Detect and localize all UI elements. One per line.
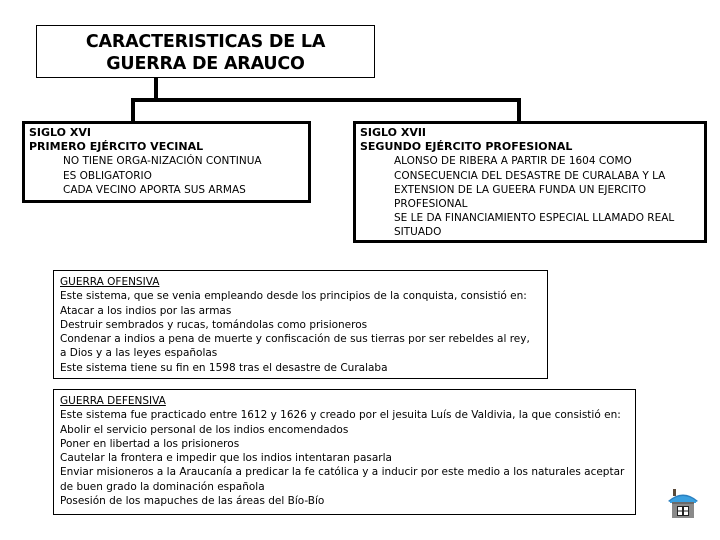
title-line-1: CARACTERISTICAS DE LA — [85, 32, 326, 52]
text-line: Enviar misioneros a la Araucanía a predicar la fe católica y a inducir por este medio a los naturales aceptar — [60, 466, 625, 479]
siglo-xvii-box — [353, 121, 707, 243]
list-item: ES OBLIGATORIO — [63, 169, 152, 182]
guerra-ofensiva-box — [53, 270, 548, 379]
text-line: Condenar a indios a pena de muerte y confiscación de sus tierras por ser rebeldes al rey, — [60, 333, 530, 346]
connector-horizontal — [131, 98, 521, 102]
text-line: Abolir el servicio personal de los indios encomendados — [60, 423, 349, 436]
text-line: a Dios y a las leyes españolas — [60, 347, 218, 360]
siglo-xvi-heading: SIGLO XVI — [29, 126, 91, 139]
guerra-defensiva-heading: GUERRA DEFENSIVA — [60, 395, 166, 407]
home-icon — [666, 488, 700, 520]
text-line: Este sistema tiene su fin en 1598 tras el desastre de Curalaba — [60, 361, 388, 374]
title-box — [36, 25, 375, 78]
text-line: Destruir sembrados y rucas, tomándolas como prisioneros — [60, 318, 368, 331]
text-line: Posesión de los mapuches de las áreas del Bío-Bío — [60, 495, 325, 508]
text-line: Este sistema fue practicado entre 1612 y 1626 y creado por el jesuita Luís de Valdivia, la que consistió en: — [60, 409, 621, 422]
text-line: de buen grado la dominación española — [60, 480, 265, 493]
list-item: CONSECUENCIA DEL DESASTRE DE CURALABA Y LA — [394, 169, 666, 182]
guerra-defensiva-box — [53, 389, 636, 515]
siglo-xvi-box — [22, 121, 311, 203]
ejercito-vecinal-heading: PRIMERO EJÉRCITO VECINAL — [29, 140, 204, 154]
connector-left-drop — [131, 98, 135, 122]
home-button[interactable] — [666, 488, 700, 520]
siglo-xvii-heading: SIGLO XVII — [360, 126, 427, 139]
list-item: PROFESIONAL — [394, 198, 468, 211]
text-line: Poner en libertad a los prisioneros — [60, 437, 240, 450]
ejercito-profesional-heading: SEGUNDO EJÉRCITO PROFESIONAL — [360, 140, 573, 154]
list-item: EXTENSION DE LA GUEERA FUNDA UN EJERCITO — [394, 183, 647, 196]
guerra-ofensiva-heading: GUERRA OFENSIVA — [60, 276, 160, 288]
list-item: CADA VECINO APORTA SUS ARMAS — [63, 183, 246, 196]
list-item: SITUADO — [394, 226, 442, 239]
list-item: ALONSO DE RIBERA A PARTIR DE 1604 COMO — [394, 155, 632, 168]
text-line: Cautelar la frontera e impedir que los indios intentaran pasarla — [60, 452, 392, 465]
text-line: Atacar a los indios por las armas — [60, 304, 232, 317]
list-item: SE LE DA FINANCIAMIENTO ESPECIAL LLAMADO REAL — [394, 212, 675, 225]
connector-right-drop — [517, 98, 521, 122]
list-item: NO TIENE ORGA-NIZACIÓN CONTINUA — [63, 155, 262, 168]
title-line-2: GUERRA DE ARAUCO — [106, 54, 305, 74]
text-line: Este sistema, que se venia empleando desde los principios de la conquista, consistió en: — [60, 290, 527, 303]
